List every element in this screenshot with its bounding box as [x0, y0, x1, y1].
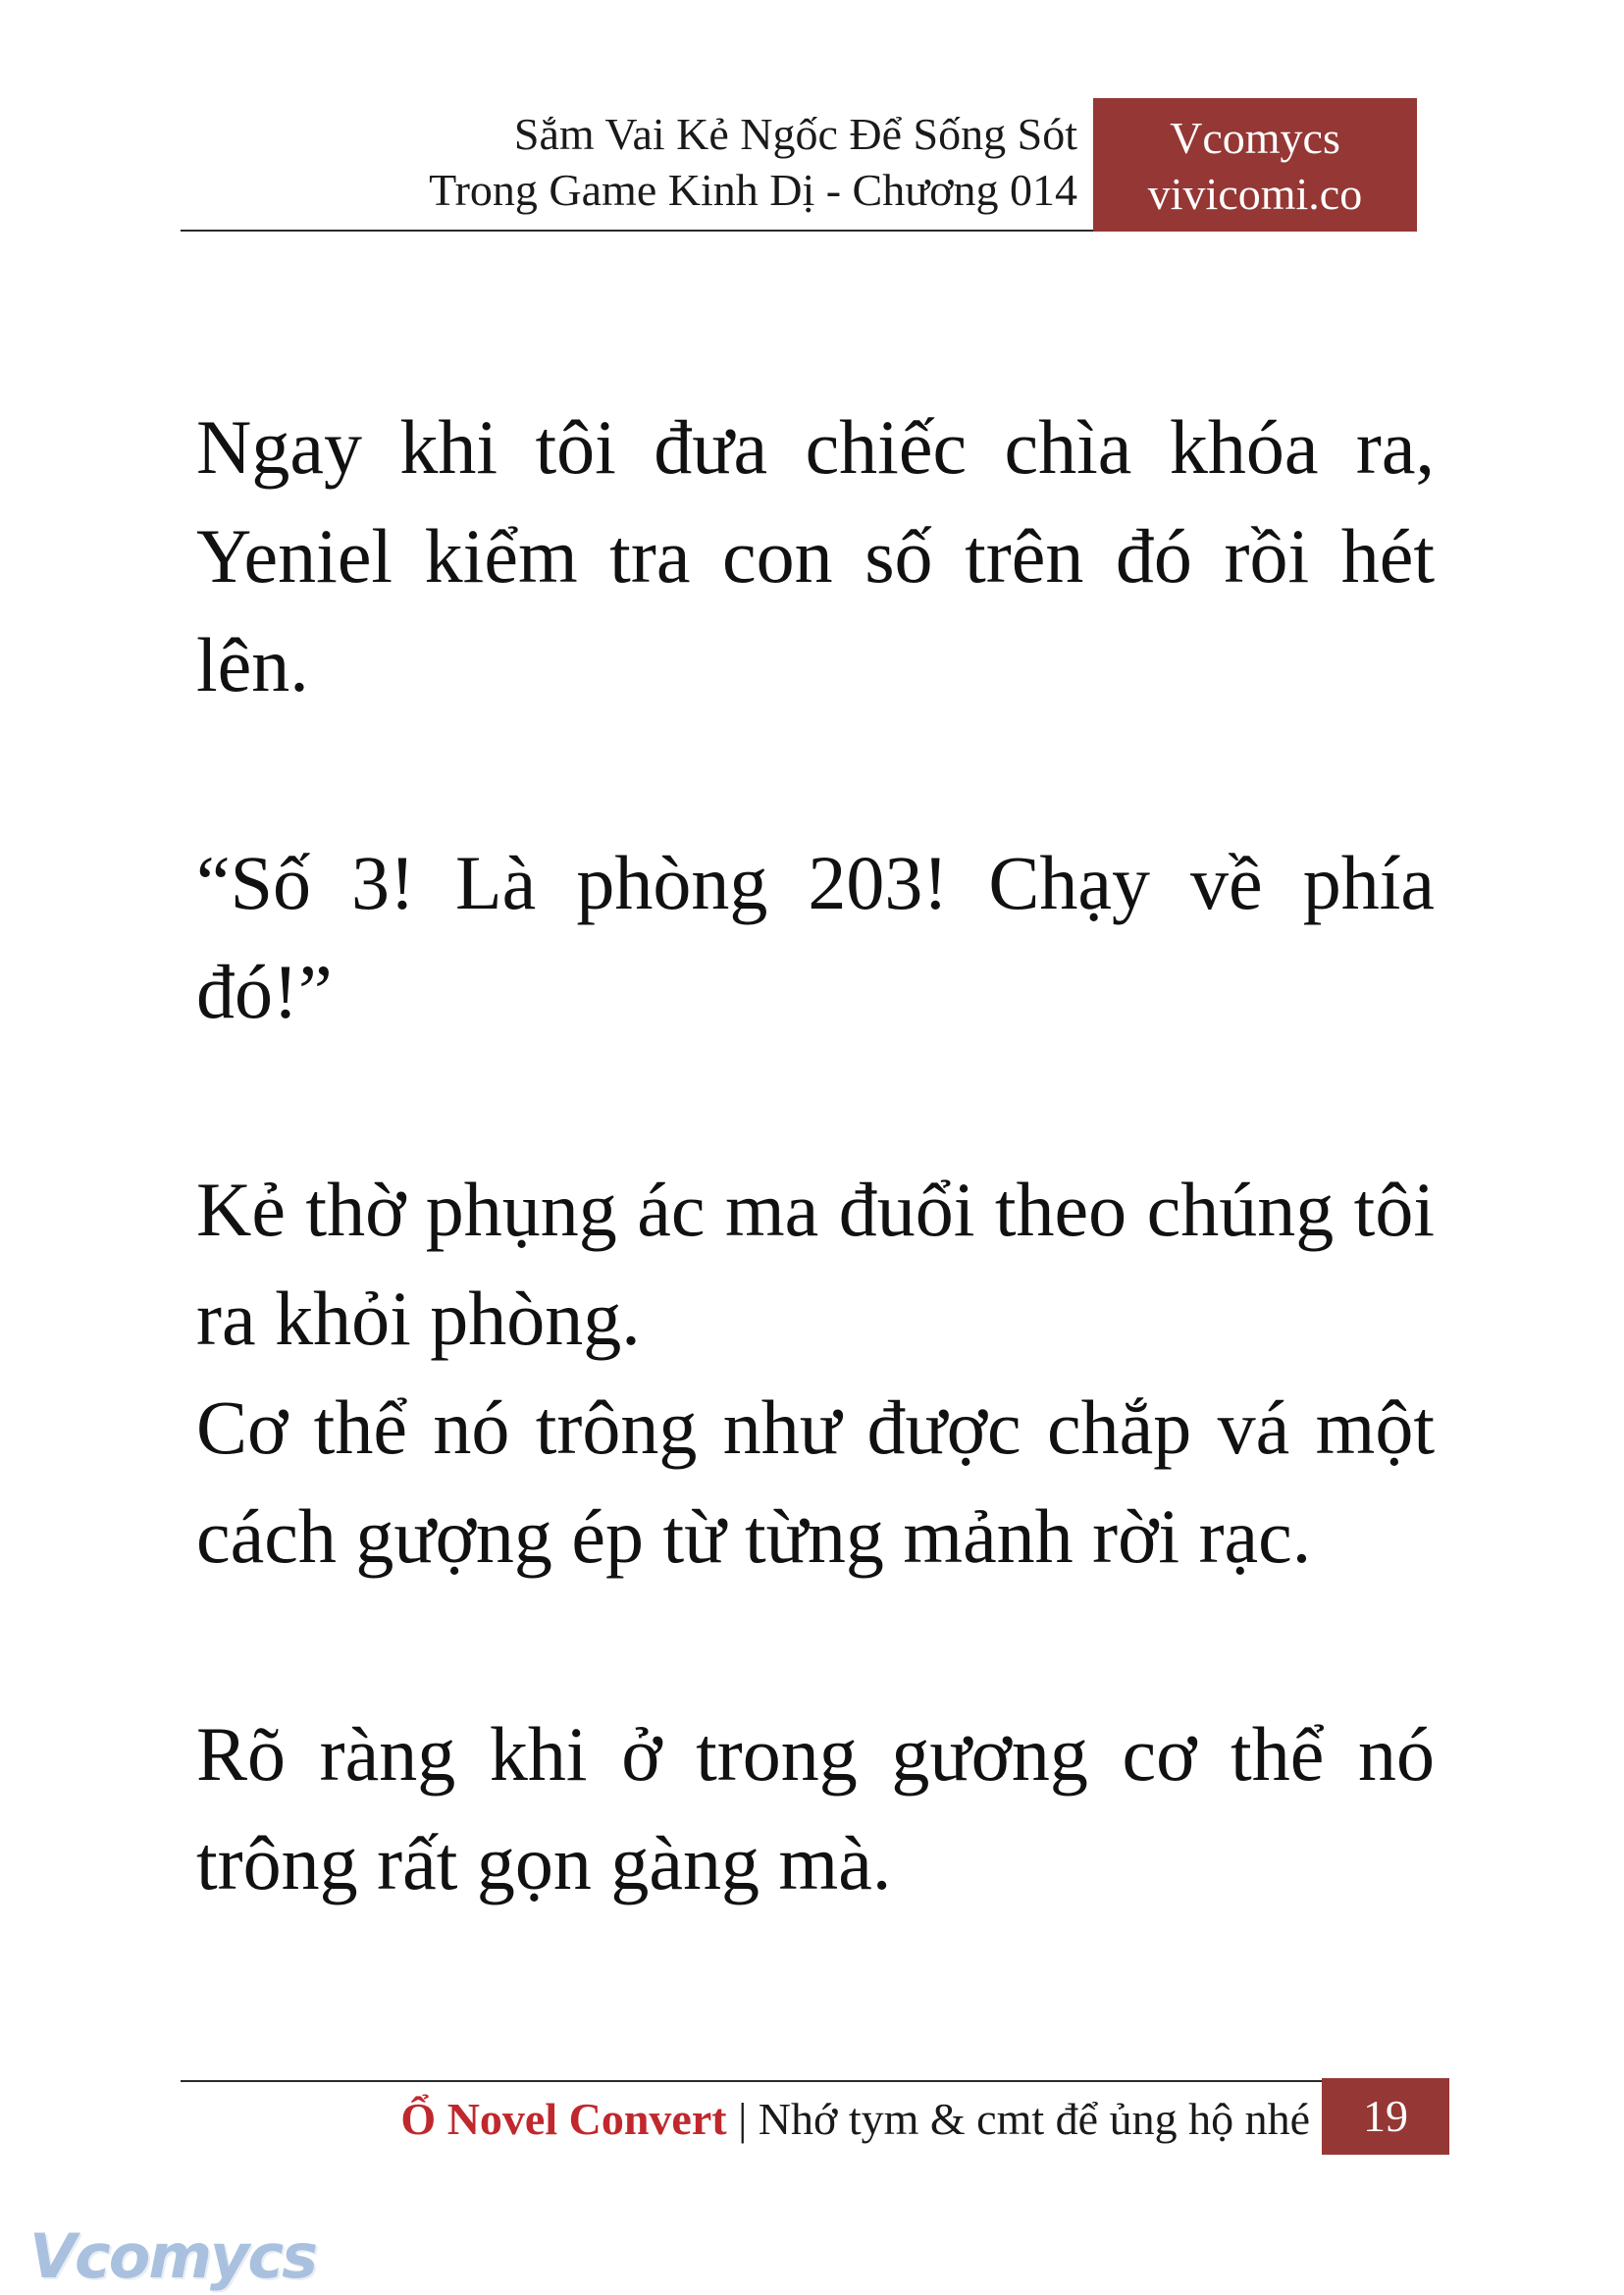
- site-badge-url: vivicomi.co: [1147, 169, 1363, 219]
- footer-brand: Ổ Novel Convert: [400, 2094, 727, 2144]
- paragraph-5: Rõ ràng khi ở trong gương cơ thể nó trông rất gọn gàng mà.: [196, 1711, 1435, 1905]
- chapter-body: [196, 392, 1435, 1917]
- chapter-title-line-2: Trong Game Kinh Dị - Chương 014: [429, 165, 1077, 215]
- footer-message: Nhớ tym & cmt để ủng hộ nhé: [758, 2094, 1310, 2144]
- footer-text: [147, 2088, 1310, 2151]
- header-divider: [181, 230, 1093, 232]
- paragraph-3: Kẻ thờ phụng ác ma đuổi theo chúng tôi ra khỏi phòng.: [196, 1167, 1435, 1361]
- site-badge: [1093, 98, 1417, 232]
- paragraph-1: Ngay khi tôi đưa chiếc chìa khóa ra, Yeniel kiểm tra con số trên đó rồi hét lên.: [196, 404, 1435, 707]
- watermark-logo: Vcomycs: [29, 2220, 317, 2292]
- footer-divider: [181, 2080, 1322, 2082]
- chapter-title-line-1: Sắm Vai Kẻ Ngốc Để Sống Sót: [513, 109, 1077, 159]
- chapter-title: [183, 106, 1077, 218]
- site-badge-name: Vcomycs: [1170, 113, 1340, 163]
- footer-separator: |: [726, 2094, 759, 2144]
- page-number: 19: [1322, 2078, 1449, 2155]
- paragraph-2: “Số 3! Là phòng 203! Chạy về phía đó!”: [196, 840, 1435, 1034]
- paragraph-4: Cơ thể nó trông như được chắp vá một cách gượng ép từ từng mảnh rời rạc.: [196, 1384, 1435, 1579]
